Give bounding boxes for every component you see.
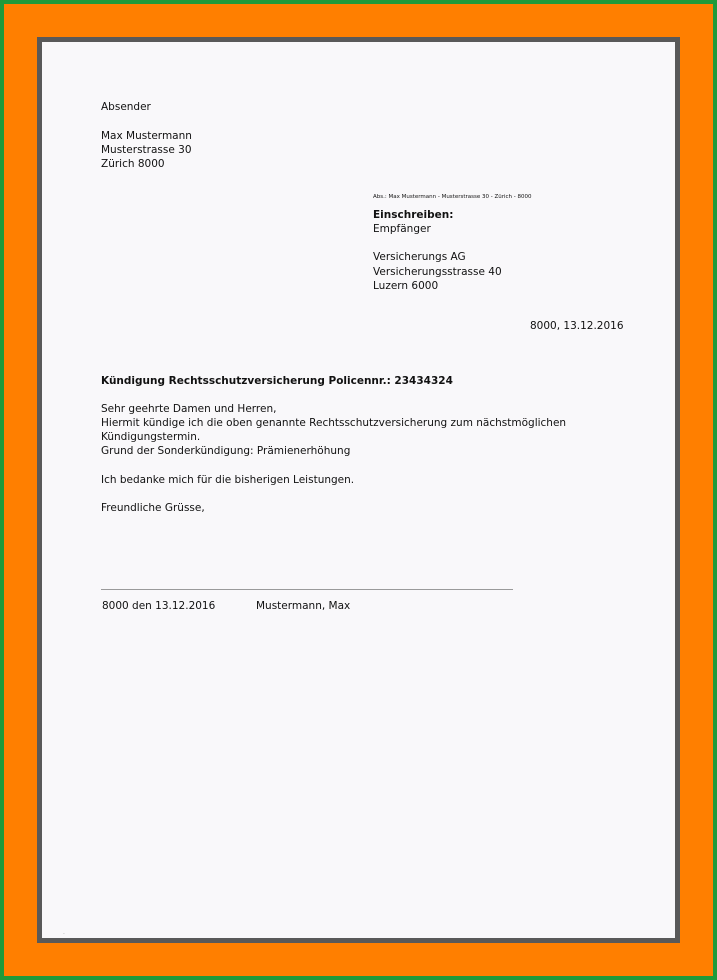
- subject-line: Kündigung Rechtsschutzversicherung Policennr.: 23434324: [101, 375, 453, 387]
- body-line-3: Grund der Sonderkündigung: Prämienerhöhung: [101, 445, 351, 457]
- signature-line: [101, 589, 513, 590]
- sender-city: Zürich 8000: [101, 158, 165, 170]
- letter-page: [42, 42, 675, 938]
- signature-place-date: 8000 den 13.12.2016: [102, 600, 216, 612]
- recipient-street: Versicherungsstrasse 40: [373, 266, 502, 278]
- thanks-line: Ich bedanke mich für die bisherigen Leistungen.: [101, 474, 355, 486]
- body-line-2: Kündigungstermin.: [101, 431, 201, 443]
- closing-line: Freundliche Grüsse,: [101, 502, 205, 514]
- sender-heading: Absender: [101, 101, 151, 113]
- recipient-city: Luzern 6000: [373, 280, 439, 292]
- recipient-company: Versicherungs AG: [373, 251, 466, 263]
- signature-name: Mustermann, Max: [256, 600, 351, 612]
- salutation: Sehr geehrte Damen und Herren,: [101, 403, 277, 415]
- date-line: 8000, 13.12.2016: [530, 320, 624, 332]
- sender-street: Musterstrasse 30: [101, 144, 192, 156]
- delivery-type: Einschreiben:: [373, 209, 454, 221]
- return-address-line: Abs.: Max Mustermann - Musterstrasse 30 - Zürich - 8000: [373, 194, 532, 200]
- body-line-1: Hiermit kündige ich die oben genannte Rechtsschutzversicherung zum nächstmöglichen: [101, 417, 567, 429]
- page-speck: ·: [63, 931, 65, 938]
- sender-name: Max Mustermann: [101, 130, 192, 142]
- recipient-label: Empfänger: [373, 223, 431, 235]
